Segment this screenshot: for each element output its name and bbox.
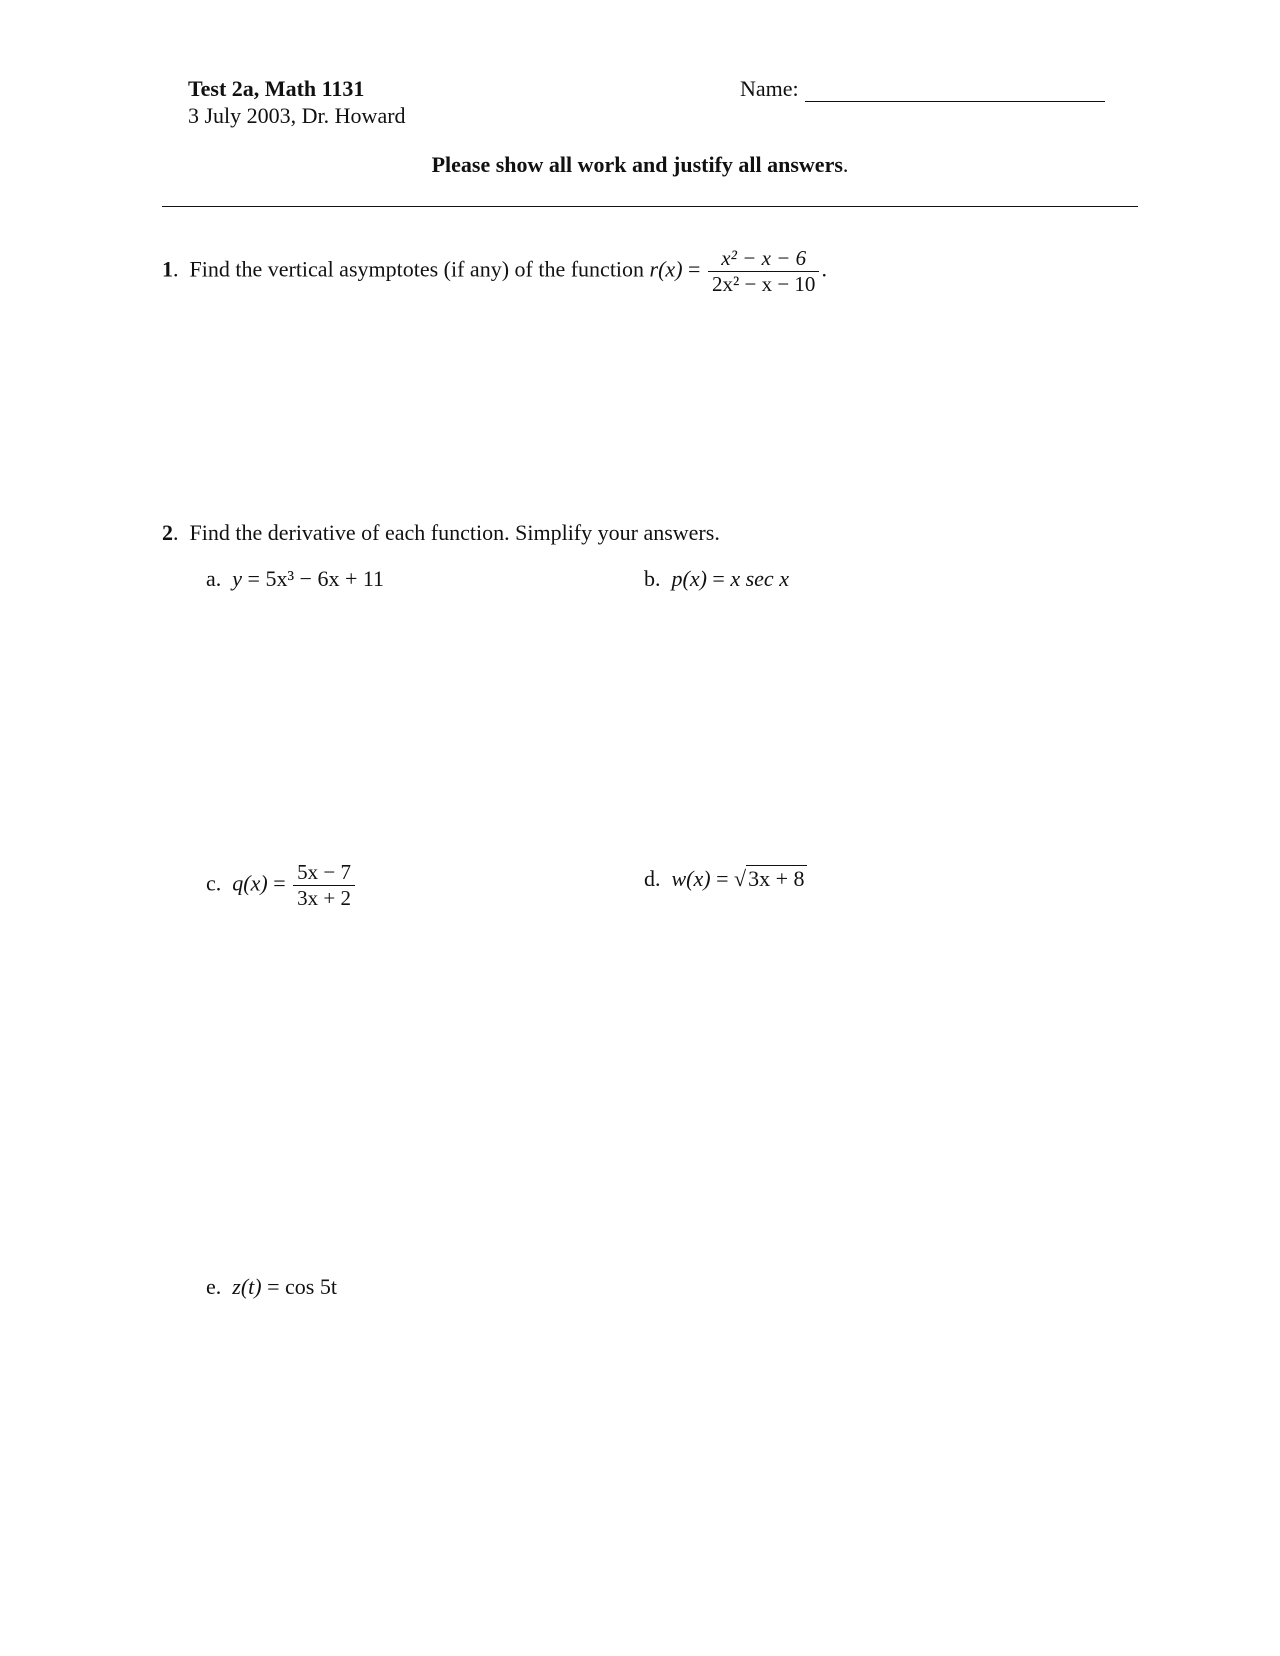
test-title: Test 2a, Math 1131: [188, 76, 365, 101]
question-2b-label: b.: [644, 566, 661, 591]
question-2b-lhs: p(x): [671, 566, 707, 591]
question-1-text: Find the vertical asymptotes (if any) of the function: [189, 256, 645, 282]
question-2b-rhs: x sec x: [730, 566, 789, 591]
question-2e-label: e.: [206, 1274, 222, 1299]
question-2a-rhs: 5x³ − 6x + 11: [265, 566, 385, 591]
question-2c-lhs: q(x): [232, 870, 268, 896]
question-2-text: Find the derivative of each function. Simplify your answers.: [189, 520, 720, 545]
question-2c-label: c.: [206, 870, 222, 896]
instructions: Please show all work and justify all answers.: [431, 152, 849, 177]
question-2a-label: a.: [206, 566, 222, 591]
sqrt-symbol-icon: √: [734, 866, 747, 891]
question-2e-rhs: cos 5t: [285, 1274, 337, 1299]
question-2d-lhs: w(x): [671, 866, 711, 891]
question-1-numerator: x² − x − 6: [708, 248, 819, 272]
name-blank-line: [805, 77, 1105, 102]
question-2b: b. p(x) = x sec x: [644, 566, 789, 591]
test-date-instructor: 3 July 2003, Dr. Howard: [188, 103, 406, 128]
question-2e-lhs: z(t): [232, 1274, 262, 1299]
question-2c-numerator: 5x − 7: [293, 862, 355, 886]
instructions-text: Please show all work and justify all answers: [431, 152, 843, 177]
question-2: 2. Find the derivative of each function. Simplify your answers.: [162, 520, 720, 545]
name-label: Name:: [740, 76, 799, 101]
header-divider: [162, 206, 1138, 207]
question-2c-denominator: 3x + 2: [297, 886, 351, 910]
question-2d-label: d.: [644, 866, 661, 891]
question-1-function-name: r(x): [649, 256, 683, 282]
question-1-number: 1: [162, 256, 173, 282]
question-2e: e. z(t) = cos 5t: [206, 1274, 337, 1299]
question-2-number: 2: [162, 520, 173, 545]
question-2c: c. q(x) = $\frac{5x - 7}{3x + 2}$: [206, 862, 357, 909]
question-2a: a. y = 5x³ − 6x + 11: [206, 566, 385, 591]
question-2c-fraction: [293, 862, 355, 909]
question-1: 1. Find the vertical asymptotes (if any) of the function r(x) = $\frac{\text{x² − x − 6}}{\text{2x² − x − 10}}$ .: [162, 246, 827, 296]
question-2d-radicand: 3x + 8: [748, 866, 805, 891]
question-2a-lhs: y: [232, 566, 243, 591]
question-1-denominator: 2x² − x − 10: [711, 272, 816, 296]
question-1-fraction: [708, 248, 819, 295]
question-2d: d. w(x) = √3x + 8: [644, 866, 805, 891]
name-field-group: [740, 76, 1105, 102]
